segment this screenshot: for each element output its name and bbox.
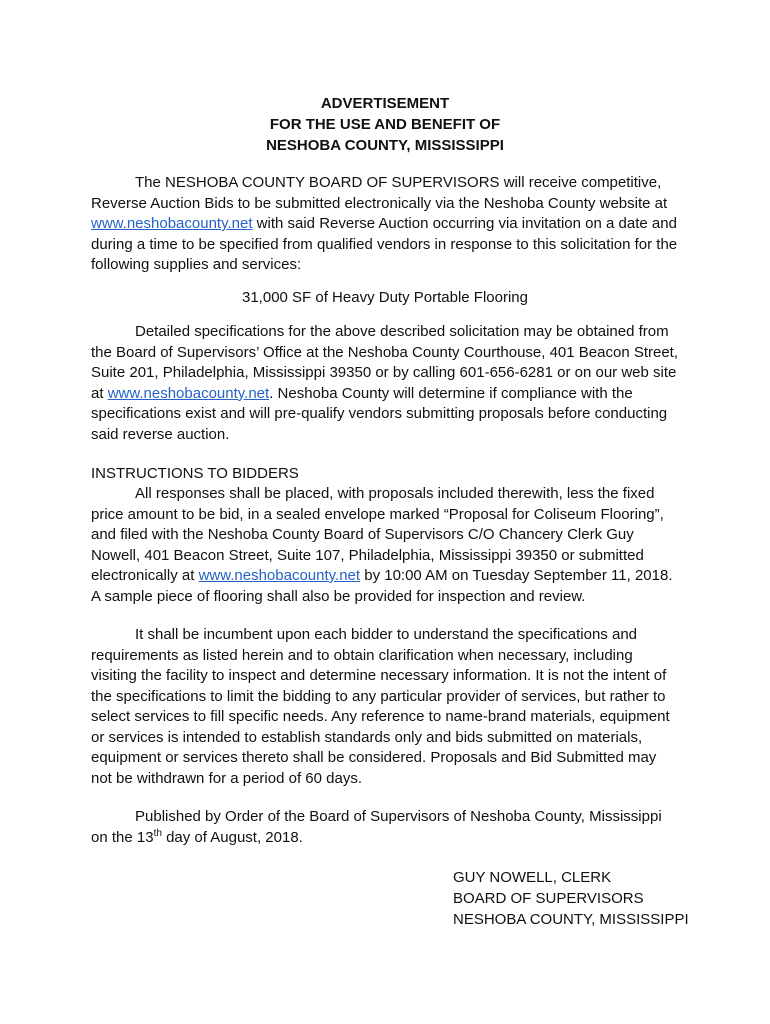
intro-text-2: with said Reverse Auction occurring via invitation on a date and during a time to be specified from qualified vendors in response to this solicitation for the following supplies and services: [91,215,678,273]
signature-board: BOARD OF SUPERVISORS [453,890,644,907]
instructions-text-2: by 10:00 AM on Tuesday September 11, 2018. A sample piece of flooring shall also be provided for inspection and review. [91,567,673,605]
signature-name: GUY NOWELL, CLERK [453,869,612,886]
specs-text-1: Detailed specifications for the above described solicitation may be obtained from the Board of Supervisors’ Office at the Neshoba County Courthouse, 401 Beacon Street, Suite 201, Philadelphia, Mississippi 39350 or by calling 601-656-6281 or on our web site at [91,323,679,402]
header-subtitle: FOR THE USE AND BENEFIT OF [269,116,501,133]
specs-text-2: . Neshoba County will determine if compliance with the specifications exist and will pre-qualify vendors submitting proposals before conducting said reverse auction. [91,384,668,443]
header-county: NESHOBA COUNTY, MISSISSIPPI [266,137,504,154]
incumbent-paragraph: It shall be incumbent upon each bidder to understand the specifications and requirements as listed herein and to obtain clarification when necessary, including visiting the facility to inspect and determine necessary information. It is not the intent of the specifications to limit the bidding to any particular provider of services, but rather to select services to fill specific needs. Any reference to name-brand materials, equipment or services is intended to establish standards only and bids submitted on materials, equipment or services thereto shall be considered. Proposals and Bid Submitted may not be withdrawn for a period of 60 days. [91,626,670,787]
published-text-1: Published by Order of the Board of Supervisors of Neshoba County, Mississippi on the 13 [91,808,662,846]
intro-website-link[interactable]: www.neshobacounty.net [91,215,253,232]
specs-website-link[interactable]: www.neshobacounty.net [107,384,270,402]
signature-block [453,867,689,930]
instructions-paragraph [91,484,681,607]
intro-text-1: The NESHOBA COUNTY BOARD OF SUPERVISORS will receive competitive, Reverse Auction Bids to be submitted electronically via the Neshoba County website at [91,174,668,212]
intro-paragraph [91,173,681,276]
specifications-paragraph [91,322,681,445]
instructions-heading: INSTRUCTIONS TO BIDDERS [91,465,299,482]
instructions-website-link[interactable]: www.neshobacounty.net [198,567,361,584]
published-paragraph [91,807,681,848]
advertisement-header [0,93,770,156]
ordinal-suffix: th [153,827,162,839]
header-title: ADVERTISEMENT [320,95,450,112]
solicitation-item: 31,000 SF of Heavy Duty Portable Flooring [242,289,528,306]
instructions-text-1: All responses shall be placed, with proposals included therewith, less the fixed price amount to be bid, in a sealed envelope marked “Proposal for Coliseum Flooring”, and filed with the Neshoba County Board of Supervisors C/O Chancery Clerk Guy Nowell, 401 Beacon Street, Suite 107, Philadelphia, Mississippi 39350 or submitted electronically at [91,485,664,584]
signature-county: NESHOBA COUNTY, MISSISSIPPI [453,911,689,928]
published-text-2: day of August, 2018. [161,828,303,846]
